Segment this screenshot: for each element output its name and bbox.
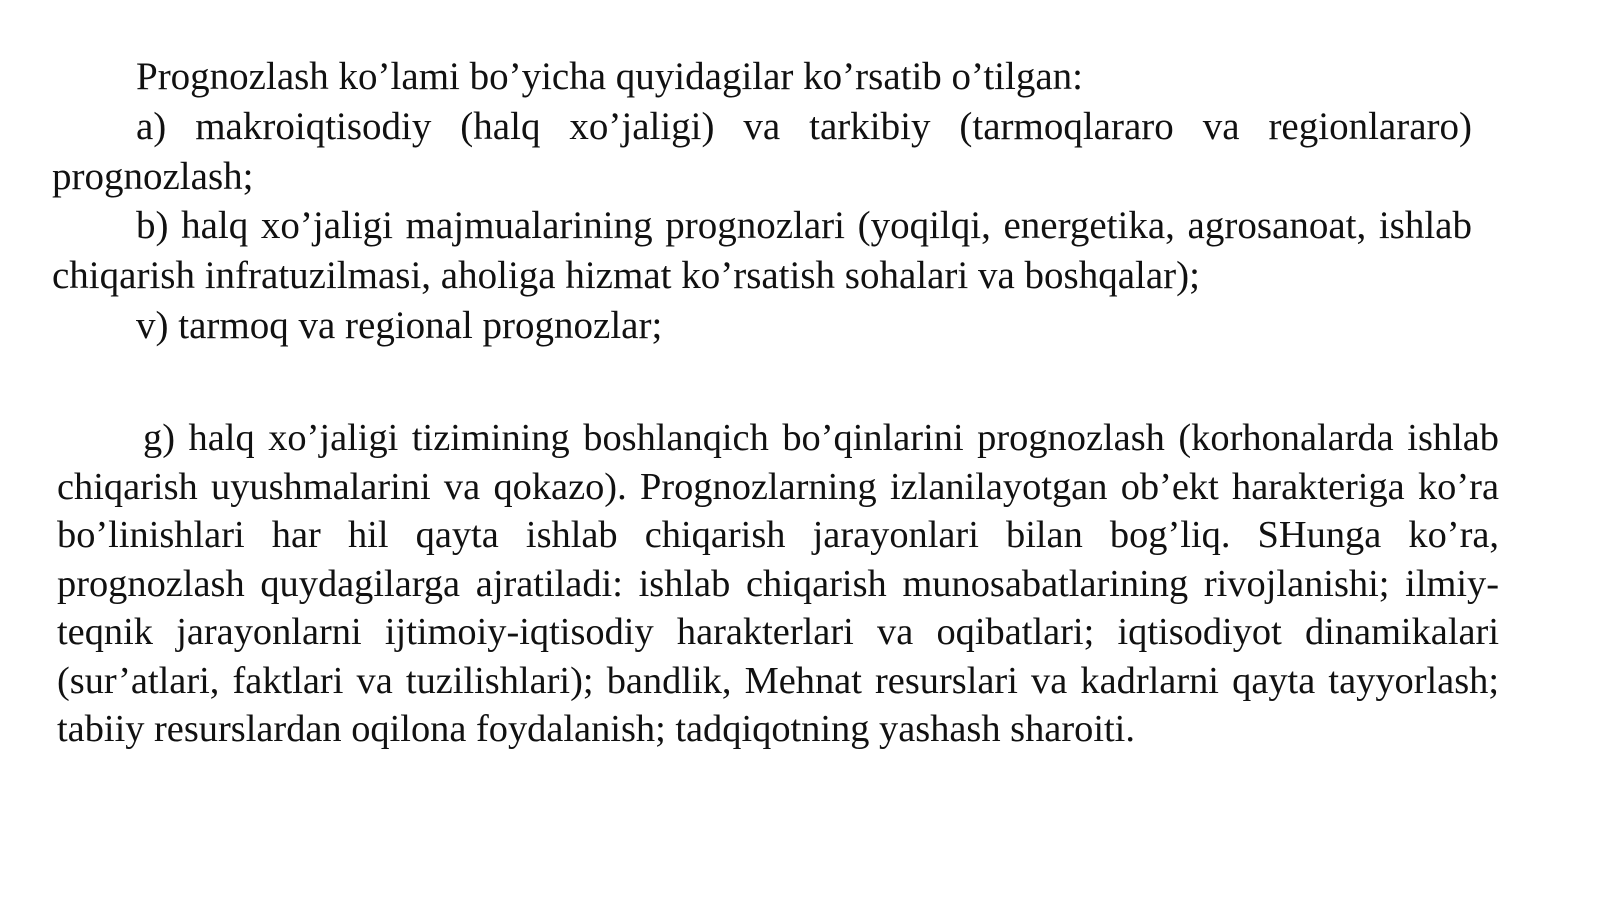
intro-paragraph: Prognozlash ko’lami bo’yicha quyidagilar ko’rsatib o’tilgan:: [136, 55, 1083, 98]
classification-section: [57, 414, 1499, 754]
scope-list-section: [52, 52, 1472, 351]
list-item-v: v) tarmoq va regional prognozlar;: [136, 303, 663, 347]
list-item-a: a) makroiqtisodiy (halq xo’jaligi) va tarkibiy (tarmoqlararo va regionlararo) prognozlash;: [52, 104, 1472, 198]
list-item-b: b) halq xo’jaligi majmualarining prognozlari (yoqilqi, energetika, agrosanoat, ishlab chiqarish infratuzilmasi, aholiga hizmat ko’rsatish sohalari va boshqalar);: [52, 204, 1472, 298]
list-item-g: g) halq xo’jaligi tizimining boshlanqich bo’qinlarini prognozlash (korhonalarda ishlab chiqarish uyushmalarini va qokazo). Prognozlarning izlanilayotgan ob’ekt harakteriga ko’ra bo’linishlari har hil qayta ishlab chiqarish jarayonlari bilan bog’liq. SHunga ko’ra, prognozlash quydagilarga ajratiladi: ishlab chiqarish munosabatlarining rivojlanishi; ilmiy-teqnik jarayonlarni ijtimoiy-iqtisodiy harakterlari va oqibatlari; iqtisodiyot dinamikalari (sur’atlari, faktlari va tuzilishlari); bandlik, Mehnat resurslari va kadrlarni qayta tayyorlash; tabiiy resurslardan oqilona foydalanish; tadqiqotning yashash sharoiti.: [57, 417, 1499, 750]
